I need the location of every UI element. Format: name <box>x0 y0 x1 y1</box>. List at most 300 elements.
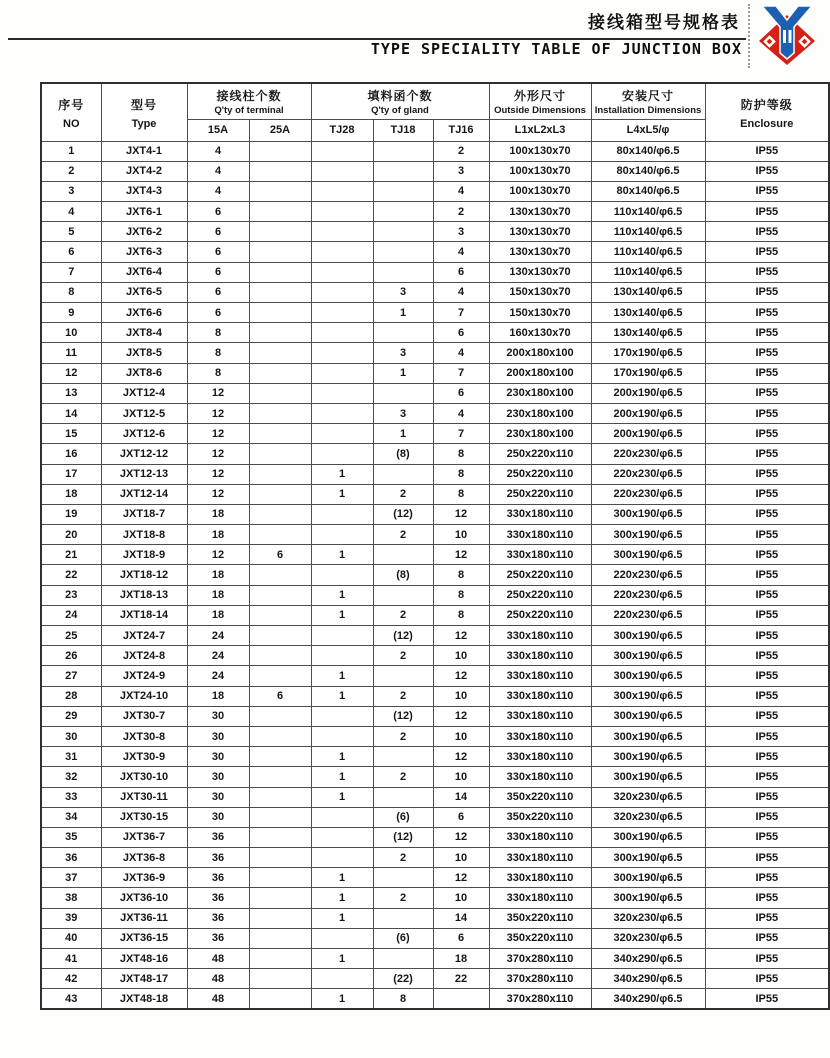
cell-tj18 <box>373 545 433 565</box>
cell-15a: 18 <box>187 605 249 625</box>
table-row <box>41 848 829 868</box>
cell-25a <box>249 565 311 585</box>
cell-25a <box>249 747 311 767</box>
cell-type: JXT18-13 <box>101 585 187 605</box>
cell-no: 6 <box>41 242 101 262</box>
cell-tj18 <box>373 323 433 343</box>
cell-enclosure: IP55 <box>705 908 829 928</box>
cell-15a: 6 <box>187 222 249 242</box>
cell-type: JXT36-8 <box>101 848 187 868</box>
col-header-enclosure: 防护等级 Enclosure <box>705 83 829 141</box>
cell-tj28 <box>311 303 373 323</box>
cell-15a: 4 <box>187 161 249 181</box>
cell-15a: 36 <box>187 928 249 948</box>
cell-tj16: 10 <box>433 848 489 868</box>
cell-enclosure: IP55 <box>705 161 829 181</box>
cell-tj16: 3 <box>433 222 489 242</box>
table-row <box>41 222 829 242</box>
cell-tj16: 12 <box>433 545 489 565</box>
cell-15a: 6 <box>187 262 249 282</box>
cell-enclosure: IP55 <box>705 303 829 323</box>
cell-tj16: 6 <box>433 383 489 403</box>
table-row <box>41 242 829 262</box>
cell-installation-dimensions: 130x140/φ6.5 <box>591 303 705 323</box>
table-row <box>41 767 829 787</box>
cell-tj28 <box>311 928 373 948</box>
cell-type: JXT36-11 <box>101 908 187 928</box>
cell-enclosure: IP55 <box>705 403 829 423</box>
cell-enclosure: IP55 <box>705 242 829 262</box>
table-row <box>41 969 829 989</box>
cell-installation-dimensions: 80x140/φ6.5 <box>591 141 705 161</box>
cell-tj18 <box>373 868 433 888</box>
cell-25a <box>249 504 311 524</box>
cell-tj16: 6 <box>433 262 489 282</box>
cell-25a <box>249 141 311 161</box>
cell-tj28 <box>311 565 373 585</box>
junction-box-spec-table <box>40 82 830 1010</box>
table-row <box>41 686 829 706</box>
cell-25a <box>249 303 311 323</box>
table-row <box>41 262 829 282</box>
cell-outside-dimensions: 330x180x110 <box>489 545 591 565</box>
cell-tj18 <box>373 787 433 807</box>
cell-15a: 12 <box>187 444 249 464</box>
cell-outside-dimensions: 330x180x110 <box>489 504 591 524</box>
cell-tj18 <box>373 222 433 242</box>
cell-installation-dimensions: 340x290/φ6.5 <box>591 989 705 1009</box>
cell-outside-dimensions: 250x220x110 <box>489 484 591 504</box>
cell-installation-dimensions: 300x190/φ6.5 <box>591 545 705 565</box>
cell-15a: 18 <box>187 565 249 585</box>
cell-outside-dimensions: 250x220x110 <box>489 444 591 464</box>
cell-outside-dimensions: 250x220x110 <box>489 565 591 585</box>
cell-no: 40 <box>41 928 101 948</box>
table-row <box>41 403 829 423</box>
cell-installation-dimensions: 220x230/φ6.5 <box>591 585 705 605</box>
cell-15a: 18 <box>187 686 249 706</box>
cell-no: 11 <box>41 343 101 363</box>
cell-no: 20 <box>41 525 101 545</box>
cell-type: JXT30-15 <box>101 807 187 827</box>
cell-type: JXT48-16 <box>101 949 187 969</box>
cell-tj18: 1 <box>373 303 433 323</box>
cell-tj16: 8 <box>433 464 489 484</box>
table-row <box>41 827 829 847</box>
cell-15a: 30 <box>187 787 249 807</box>
cell-type: JXT8-6 <box>101 363 187 383</box>
cell-25a <box>249 242 311 262</box>
cell-tj28 <box>311 262 373 282</box>
table-row <box>41 626 829 646</box>
cell-tj18: (6) <box>373 807 433 827</box>
cell-no: 31 <box>41 747 101 767</box>
table-row <box>41 161 829 181</box>
cell-25a <box>249 464 311 484</box>
cell-25a <box>249 444 311 464</box>
table-row <box>41 181 829 201</box>
cell-25a <box>249 969 311 989</box>
cell-tj28 <box>311 706 373 726</box>
cell-type: JXT24-8 <box>101 646 187 666</box>
cell-no: 19 <box>41 504 101 524</box>
cell-no: 3 <box>41 181 101 201</box>
cell-tj18: (12) <box>373 827 433 847</box>
table-row <box>41 323 829 343</box>
cell-outside-dimensions: 100x130x70 <box>489 141 591 161</box>
cell-no: 24 <box>41 605 101 625</box>
table-row <box>41 989 829 1009</box>
cell-type: JXT18-12 <box>101 565 187 585</box>
cell-installation-dimensions: 340x290/φ6.5 <box>591 949 705 969</box>
cell-installation-dimensions: 300x190/φ6.5 <box>591 646 705 666</box>
cell-tj28 <box>311 646 373 666</box>
document-header <box>371 8 744 58</box>
cell-tj28: 1 <box>311 585 373 605</box>
cell-outside-dimensions: 230x180x100 <box>489 383 591 403</box>
cell-25a <box>249 181 311 201</box>
cell-installation-dimensions: 320x230/φ6.5 <box>591 787 705 807</box>
cell-outside-dimensions: 330x180x110 <box>489 646 591 666</box>
table-row <box>41 464 829 484</box>
cell-15a: 18 <box>187 525 249 545</box>
cell-enclosure: IP55 <box>705 383 829 403</box>
cell-no: 9 <box>41 303 101 323</box>
table-row <box>41 787 829 807</box>
cell-15a: 12 <box>187 545 249 565</box>
cell-tj28: 1 <box>311 484 373 504</box>
cell-tj16: 8 <box>433 605 489 625</box>
cell-enclosure: IP55 <box>705 827 829 847</box>
cell-enclosure: IP55 <box>705 262 829 282</box>
cell-tj28 <box>311 726 373 746</box>
cell-installation-dimensions: 200x190/φ6.5 <box>591 383 705 403</box>
cell-tj16: 8 <box>433 585 489 605</box>
cell-outside-dimensions: 330x180x110 <box>489 666 591 686</box>
cell-tj28 <box>311 969 373 989</box>
cell-no: 29 <box>41 706 101 726</box>
cell-installation-dimensions: 170x190/φ6.5 <box>591 363 705 383</box>
cell-tj18: (12) <box>373 626 433 646</box>
col-header-terminal-group: 接线柱个数 Q'ty of terminal <box>187 83 311 119</box>
cell-tj16: 8 <box>433 444 489 464</box>
cell-tj16: 12 <box>433 706 489 726</box>
cell-15a: 12 <box>187 424 249 444</box>
cell-type: JXT12-12 <box>101 444 187 464</box>
cell-tj18: 2 <box>373 726 433 746</box>
cell-installation-dimensions: 340x290/φ6.5 <box>591 969 705 989</box>
cell-tj18 <box>373 949 433 969</box>
cell-installation-dimensions: 200x190/φ6.5 <box>591 424 705 444</box>
cell-tj18: 2 <box>373 525 433 545</box>
cell-tj18: (8) <box>373 565 433 585</box>
subcol-header-l4l5: L4xL5/φ <box>591 119 705 141</box>
cell-no: 30 <box>41 726 101 746</box>
cell-tj18 <box>373 181 433 201</box>
cell-15a: 36 <box>187 848 249 868</box>
cell-outside-dimensions: 330x180x110 <box>489 747 591 767</box>
cell-tj18: (12) <box>373 504 433 524</box>
cell-enclosure: IP55 <box>705 868 829 888</box>
subcol-header-l1l2l3: L1xL2xL3 <box>489 119 591 141</box>
cell-tj18: 2 <box>373 484 433 504</box>
cell-enclosure: IP55 <box>705 545 829 565</box>
company-logo-icon <box>752 3 822 69</box>
cell-tj16: 4 <box>433 282 489 302</box>
table-row <box>41 282 829 302</box>
col-header-gland-group: 填料函个数 Q'ty of gland <box>311 83 489 119</box>
table-row <box>41 444 829 464</box>
cell-type: JXT18-7 <box>101 504 187 524</box>
cell-25a <box>249 343 311 363</box>
cell-type: JXT24-10 <box>101 686 187 706</box>
cell-tj16: 12 <box>433 827 489 847</box>
cell-15a: 48 <box>187 949 249 969</box>
cell-tj18: (8) <box>373 444 433 464</box>
table-row <box>41 504 829 524</box>
cell-tj16: 18 <box>433 949 489 969</box>
cell-no: 15 <box>41 424 101 444</box>
cell-25a <box>249 202 311 222</box>
cell-no: 18 <box>41 484 101 504</box>
cell-enclosure: IP55 <box>705 747 829 767</box>
cell-type: JXT18-8 <box>101 525 187 545</box>
table-row <box>41 383 829 403</box>
cell-outside-dimensions: 370x280x110 <box>489 969 591 989</box>
cell-type: JXT6-3 <box>101 242 187 262</box>
cell-tj16: 12 <box>433 747 489 767</box>
cell-no: 38 <box>41 888 101 908</box>
cell-installation-dimensions: 300x190/φ6.5 <box>591 827 705 847</box>
table-row <box>41 706 829 726</box>
page-title-chinese: 接线箱型号规格表 <box>588 13 740 33</box>
table-row <box>41 202 829 222</box>
cell-tj28: 1 <box>311 686 373 706</box>
cell-enclosure: IP55 <box>705 424 829 444</box>
cell-tj16: 4 <box>433 181 489 201</box>
cell-type: JXT24-7 <box>101 626 187 646</box>
cell-no: 25 <box>41 626 101 646</box>
cell-tj16: 7 <box>433 363 489 383</box>
cell-outside-dimensions: 370x280x110 <box>489 949 591 969</box>
table-row <box>41 888 829 908</box>
cell-no: 4 <box>41 202 101 222</box>
cell-no: 26 <box>41 646 101 666</box>
cell-type: JXT12-4 <box>101 383 187 403</box>
cell-25a <box>249 787 311 807</box>
cell-15a: 24 <box>187 666 249 686</box>
cell-tj28 <box>311 504 373 524</box>
cell-25a <box>249 262 311 282</box>
cell-tj28 <box>311 383 373 403</box>
cell-no: 12 <box>41 363 101 383</box>
cell-tj16: 22 <box>433 969 489 989</box>
cell-tj18: 3 <box>373 403 433 423</box>
cell-15a: 6 <box>187 303 249 323</box>
cell-no: 39 <box>41 908 101 928</box>
cell-25a <box>249 222 311 242</box>
cell-tj18: 2 <box>373 767 433 787</box>
subcol-header-tj16: TJ16 <box>433 119 489 141</box>
table-body <box>41 141 829 1009</box>
cell-15a: 8 <box>187 343 249 363</box>
cell-tj18: 1 <box>373 363 433 383</box>
cell-15a: 24 <box>187 646 249 666</box>
cell-outside-dimensions: 350x220x110 <box>489 787 591 807</box>
cell-installation-dimensions: 320x230/φ6.5 <box>591 908 705 928</box>
table-row <box>41 868 829 888</box>
cell-outside-dimensions: 150x130x70 <box>489 303 591 323</box>
cell-15a: 36 <box>187 827 249 847</box>
cell-no: 7 <box>41 262 101 282</box>
cell-type: JXT30-11 <box>101 787 187 807</box>
cell-tj16: 2 <box>433 141 489 161</box>
cell-enclosure: IP55 <box>705 989 829 1009</box>
cell-outside-dimensions: 130x130x70 <box>489 222 591 242</box>
cell-installation-dimensions: 300x190/φ6.5 <box>591 706 705 726</box>
cell-installation-dimensions: 300x190/φ6.5 <box>591 525 705 545</box>
table-row <box>41 605 829 625</box>
cell-no: 43 <box>41 989 101 1009</box>
cell-tj16 <box>433 989 489 1009</box>
title-divider-line <box>8 38 746 40</box>
cell-tj28: 1 <box>311 767 373 787</box>
cell-25a <box>249 827 311 847</box>
cell-type: JXT6-5 <box>101 282 187 302</box>
cell-installation-dimensions: 300x190/φ6.5 <box>591 848 705 868</box>
cell-tj28 <box>311 827 373 847</box>
col-header-no: 序号 NO <box>41 83 101 141</box>
cell-installation-dimensions: 220x230/φ6.5 <box>591 565 705 585</box>
cell-installation-dimensions: 200x190/φ6.5 <box>591 403 705 423</box>
cell-type: JXT36-7 <box>101 827 187 847</box>
cell-enclosure: IP55 <box>705 504 829 524</box>
cell-tj16: 10 <box>433 686 489 706</box>
table-row <box>41 928 829 948</box>
cell-installation-dimensions: 220x230/φ6.5 <box>591 464 705 484</box>
cell-installation-dimensions: 110x140/φ6.5 <box>591 262 705 282</box>
cell-no: 33 <box>41 787 101 807</box>
cell-type: JXT12-14 <box>101 484 187 504</box>
cell-outside-dimensions: 330x180x110 <box>489 827 591 847</box>
table-row <box>41 484 829 504</box>
table-row <box>41 525 829 545</box>
cell-enclosure: IP55 <box>705 605 829 625</box>
col-header-outside-dimensions: 外形尺寸 Outside Dimensions <box>489 83 591 119</box>
cell-tj18 <box>373 202 433 222</box>
cell-15a: 30 <box>187 706 249 726</box>
cell-25a <box>249 383 311 403</box>
cell-tj16: 10 <box>433 767 489 787</box>
cell-type: JXT12-5 <box>101 403 187 423</box>
cell-enclosure: IP55 <box>705 444 829 464</box>
table-row <box>41 646 829 666</box>
cell-installation-dimensions: 220x230/φ6.5 <box>591 605 705 625</box>
cell-enclosure: IP55 <box>705 585 829 605</box>
cell-enclosure: IP55 <box>705 666 829 686</box>
table-row <box>41 908 829 928</box>
cell-15a: 36 <box>187 888 249 908</box>
cell-installation-dimensions: 130x140/φ6.5 <box>591 323 705 343</box>
cell-tj18 <box>373 262 433 282</box>
cell-tj28: 1 <box>311 949 373 969</box>
cell-enclosure: IP55 <box>705 646 829 666</box>
cell-tj18: 3 <box>373 282 433 302</box>
table-row <box>41 363 829 383</box>
cell-type: JXT48-18 <box>101 989 187 1009</box>
cell-tj28 <box>311 242 373 262</box>
cell-installation-dimensions: 170x190/φ6.5 <box>591 343 705 363</box>
cell-25a <box>249 807 311 827</box>
company-logo <box>752 3 822 69</box>
cell-15a: 12 <box>187 464 249 484</box>
subcol-header-15a: 15A <box>187 119 249 141</box>
cell-type: JXT12-6 <box>101 424 187 444</box>
cell-25a: 6 <box>249 545 311 565</box>
cell-enclosure: IP55 <box>705 928 829 948</box>
cell-15a: 18 <box>187 504 249 524</box>
cell-no: 41 <box>41 949 101 969</box>
cell-outside-dimensions: 330x180x110 <box>489 525 591 545</box>
cell-tj28 <box>311 444 373 464</box>
cell-15a: 8 <box>187 363 249 383</box>
cell-no: 23 <box>41 585 101 605</box>
cell-tj16: 10 <box>433 726 489 746</box>
cell-enclosure: IP55 <box>705 565 829 585</box>
cell-tj18 <box>373 747 433 767</box>
cell-tj18 <box>373 141 433 161</box>
table-row <box>41 565 829 585</box>
cell-outside-dimensions: 330x180x110 <box>489 626 591 646</box>
cell-tj18: 2 <box>373 605 433 625</box>
cell-installation-dimensions: 300x190/φ6.5 <box>591 686 705 706</box>
cell-15a: 24 <box>187 626 249 646</box>
cell-no: 22 <box>41 565 101 585</box>
cell-outside-dimensions: 200x180x100 <box>489 343 591 363</box>
cell-enclosure: IP55 <box>705 787 829 807</box>
table-row <box>41 949 829 969</box>
cell-enclosure: IP55 <box>705 726 829 746</box>
cell-installation-dimensions: 300x190/φ6.5 <box>591 504 705 524</box>
cell-no: 42 <box>41 969 101 989</box>
cell-25a <box>249 161 311 181</box>
cell-installation-dimensions: 110x140/φ6.5 <box>591 242 705 262</box>
cell-25a <box>249 605 311 625</box>
cell-type: JXT4-2 <box>101 161 187 181</box>
cell-outside-dimensions: 130x130x70 <box>489 242 591 262</box>
cell-tj18 <box>373 666 433 686</box>
cell-no: 35 <box>41 827 101 847</box>
cell-type: JXT12-13 <box>101 464 187 484</box>
cell-enclosure: IP55 <box>705 686 829 706</box>
cell-outside-dimensions: 330x180x110 <box>489 686 591 706</box>
cell-installation-dimensions: 80x140/φ6.5 <box>591 181 705 201</box>
cell-enclosure: IP55 <box>705 222 829 242</box>
cell-25a <box>249 726 311 746</box>
cell-25a <box>249 868 311 888</box>
cell-tj28 <box>311 141 373 161</box>
cell-tj28: 1 <box>311 908 373 928</box>
cell-outside-dimensions: 330x180x110 <box>489 767 591 787</box>
cell-outside-dimensions: 250x220x110 <box>489 605 591 625</box>
cell-25a <box>249 403 311 423</box>
cell-tj28 <box>311 161 373 181</box>
cell-no: 5 <box>41 222 101 242</box>
cell-enclosure: IP55 <box>705 888 829 908</box>
cell-type: JXT6-2 <box>101 222 187 242</box>
cell-tj28 <box>311 424 373 444</box>
cell-tj16: 12 <box>433 666 489 686</box>
